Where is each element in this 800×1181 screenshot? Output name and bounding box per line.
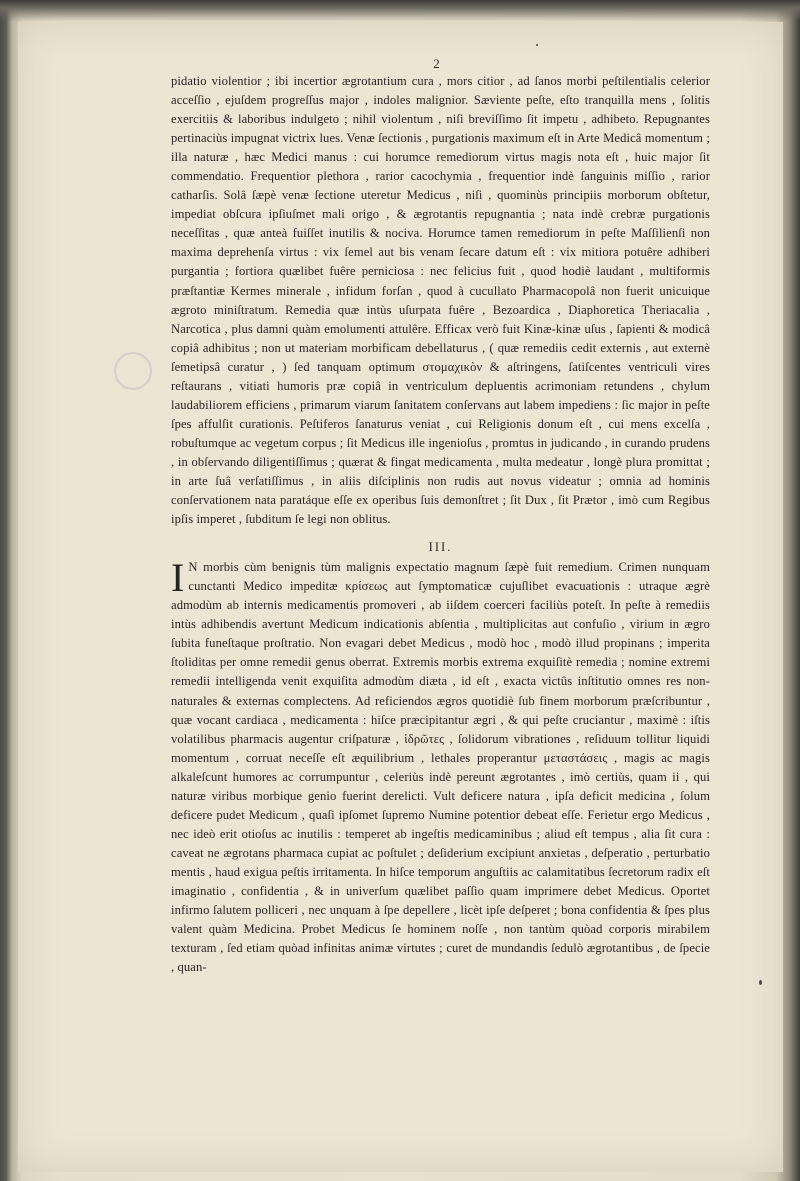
paragraph-top: pidatio violentior ; ibi incertior ægrotantium cura , mors citior , ad ſanos morbi peſtilentialis celerior acceſſio , ejuſdem progreſſus major , indoles malignior. Sæviente peſte, eſto tranquilla mens , ſolitis exercitiis & laboribus indulgeto ; nihil violentum , niſi breviſſimo ſit impetu , adhibeto. Repugnantes pertinaciùs impugnat victrix lues. Venæ ſectionis , purgationis maximum eſt in Arte Medicâ momentum ; illa naturæ , hæc Medici manus : cui horumce remediorum virtus magis nota eſt , huic major ſit commendatio. Frequentior plethora , rarior cacochymia , frequentior indè ſanguinis miſſio , rarior catharſis. Solâ ſæpè venæ ſectione uteretur Medicus , niſi , quominùs principiis morborum obſtetur, impediat obſcura ipſiuſmet mali origo , & ægrotantis repugnantia ; nata indè crebræ purgationis neceſſitas , quæ anteà fuiſſet inutilis & nociva. Horumce tamen remediorum in peſte Maſſilienſi non maxima deprehenſa virtus : vix ſemel aut bis venam ſecare datum eſt : vix mitiora potuêre adhiberi purgantia ; fortiora quælibet fuêre perniciosa : nec felicius fuit , quod hodiè laudant , multiformis præſtantiæ Kermes minerale , infidum forſan , quod à cucullato Pharmacopolâ non fuerit unicuique ægroto miniſtratum. Remedia quæ intùs uſurpata fuêre , Bezoardica , Diaphoretica Theriacalia , Narcotica , plus damni quàm emolumenti attulêre. Efficax verò fuit Kinæ-kinæ uſus , ſapienti & modicâ copiâ adhibitus ; non ut materiam morbificam debellaturus , ( quæ remediis cedit externis , aut externè ſemetipsâ curatur , ) ſed tanquam optimum στομαχικὸν & aſtringens, ſatiſcentes ventriculi vires reſtaurans , vitiati humoris præ copiâ in ventriculum depluentis acrimoniam retundens , chylum laudabiliorem efficiens , primarum viarum ſanitatem conſervans aut labem impediens : ſic major in peſte ſpes affulſit curationis. Peſtiferos ſanaturus veniat , cui Religionis donum eſt , cui mens excelſa , robuſtumque ac vegetum corpus ; ſit Medicus ille ingenioſus , promtus in judicando , in curando prudens , in obſervando diligentiſſimus ; quærat & fingat medicamenta , multa medeatur , longè plura promittat ; in arte ſuâ verſatiſſimus , in aliis diſciplinis non rudis aut novus videatur ; omnia ad hominis conſervationem nata paratáque eſſe ex operibus ſuis demonſtret ; ſit Dux , ſit Prætor , imò cum Regibus ipſis imperet , ſubditum ſe legi non oblitus.: [171, 74, 710, 527]
paragraph-bottom-text: N morbis cùm benignis tùm malignis expectatio magnum ſæpè fuit remedium. Crimen nunquam cunctanti Medico impeditæ κρίσεως aut ſymptomaticæ cujuſlibet evacuationis : utraque ægrè admodùm ab internis medicamentis promoveri , ab iiſdem coerceri faciliùs poteſt. In peſte à remediis intùs adhibendis avertunt Medicum indicationis abſentia , multiplicitas aut confuſio , virium in ægro ſubita funeſtaque proſtratio. Non evagari debet Medicus , modò hoc , modò illud propinans ; imperita ſtoliditas per omne remedii genus oberrat. Extremis morbis extrema exquiſitè remedia ; nomine extremi remedii intelligenda venit exquiſita admodùm diæta , id eſt , exacta victûs inſtitutio omnes res non-naturales & externas complectens. Ad reficiendos ægros quotidiè ſub finem morborum præſcribuntur , quæ vocant cardiaca , medicamenta : hiſce præcipitantur ægri , & qui peſte cruciantur , maximè : iſtis volatilibus pharmacis augentur criſpaturæ , ἱδρῶτες , ſolidorum vibrationes , reſiduum tollitur liquidi momentum , corruat neceſſe eſt æquilibrium , lethales properantur μεταστάσεις , magis ac magis alkaleſcunt humores ac corrumpuntur , celeriùs indè pereunt ægrotantes , imò certiùs, quam ii , qui naturæ viribus morbique genio fuerint derelicti. Vult deficere natura , ipſa deficit medicina , ſolum deficere pudet Medicum , quaſi ipſomet ſupremo Numine potentior debeat eſſe. Ferietur ergo Medicus , nec ideò erit otioſus ac inutilis : temperet ab ingeſtis medicaminibus ; aliud eſt tempus , alia ſit cura : caveat ne ægrotans pharmaca cupiat ac poſtulet ; deſiderium excipiunt anxietas , deſperatio , perturbatio mentis , haud exigua peſtis irritamenta. In hiſce temporum anguſtiis ac calamitatibus ſecretorum radix eſt imaginatio , confidentia , & in univerſum quælibet paſſio quam imprimere debet Medicus. Oportet infirmo ſalutem polliceri , nec unquam à ſpe depellere , licèt ipſe deſperet ; bona confidentia & ſpes plus valent quàm Medicina. Probet Medicus ſe hominem noſſe , non tantùm quòad corporis mirabilem texturam , ſed etiam quòad infinitas animæ virtutes ; curet de mundandis ſedulò ægrotantibus , de ſpecie , quan-: [171, 560, 710, 975]
library-stamp-mark: [109, 347, 158, 396]
section-heading: III.: [428, 540, 453, 555]
ink-speck: [536, 44, 538, 46]
top-edge-shadow: [0, 0, 800, 22]
paragraph-bottom: [171, 555, 710, 977]
page-number: 2: [433, 56, 440, 71]
body-text: [171, 72, 710, 977]
drop-capital: I: [171, 555, 185, 601]
ink-speck: [759, 980, 762, 985]
